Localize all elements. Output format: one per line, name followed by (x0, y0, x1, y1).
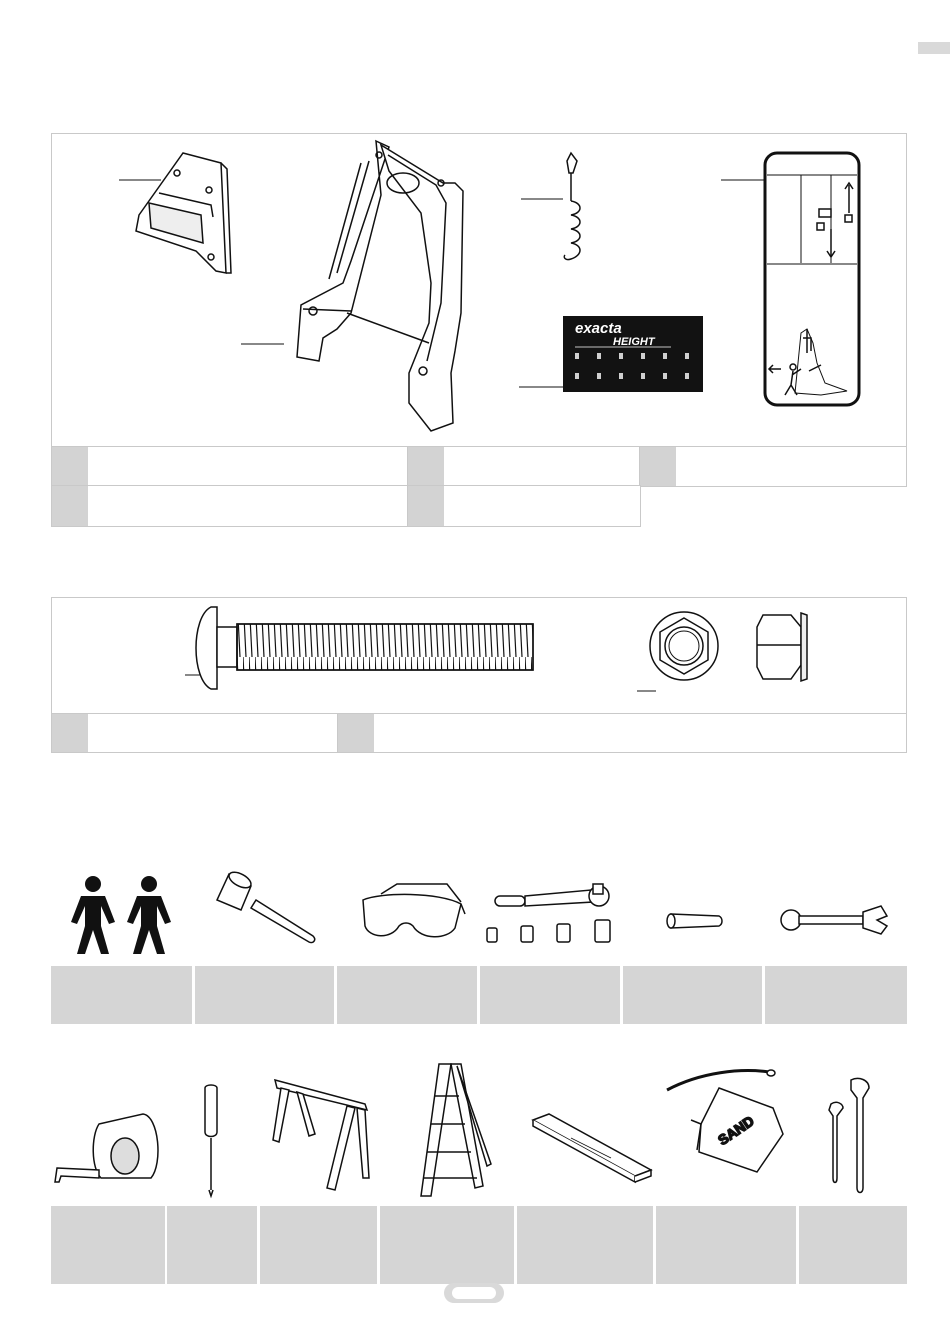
tools-row1-label-3 (337, 966, 477, 1024)
parts-label-cell-5 (407, 485, 641, 527)
tools-row2-label-3 (260, 1206, 377, 1284)
label-number-box (408, 447, 444, 486)
label-number-box (338, 714, 374, 752)
tools-row2-illustrations (51, 1060, 907, 1200)
decal-brand2: HEIGHT (613, 336, 655, 348)
hardware-label-cell-1 (51, 713, 339, 753)
carriage-bolt-icon (196, 607, 533, 689)
height-decal-icon (563, 316, 703, 392)
page-tab (918, 42, 950, 54)
tools-row1-label-1 (51, 966, 192, 1024)
safety-glasses-icon (363, 884, 465, 937)
tools-row1-illustrations (51, 870, 907, 960)
label-number-box (408, 486, 444, 526)
socket-extension-icon (667, 914, 722, 928)
parts-label-cell-4 (51, 485, 409, 527)
combination-wrench-icon (781, 906, 887, 934)
flange-nut-icon (650, 612, 807, 681)
label-number-box (52, 447, 88, 486)
mounting-bracket-icon (297, 141, 463, 431)
sand-label: SAND (714, 1112, 757, 1149)
spring-clip-icon (564, 153, 580, 260)
tools-row2-label-1 (51, 1206, 165, 1284)
screwdriver-icon (205, 1085, 217, 1196)
tools-row1-label-2 (195, 966, 334, 1024)
tools-row2-label-5 (517, 1206, 653, 1284)
bracket-cover-icon (136, 153, 231, 273)
step-ladder-icon (421, 1064, 491, 1196)
tape-measure-icon (55, 1114, 158, 1182)
hardware-label-cell-2 (337, 713, 907, 753)
tools-row2-label-2 (167, 1206, 257, 1284)
label-number-box (52, 486, 88, 526)
page-number-oval (444, 1283, 504, 1303)
hardware-illustrations (51, 597, 907, 714)
parts-label-cell-1 (51, 446, 409, 487)
label-number-box (640, 447, 676, 486)
tools-row1-label-4 (480, 966, 620, 1024)
tools-row1-label-6 (765, 966, 907, 1024)
socket-wrench-set-icon (487, 884, 610, 942)
parts-label-cell-2 (407, 446, 641, 487)
adjustable-wrenches-icon (829, 1078, 869, 1192)
parts-illustrations (51, 133, 907, 447)
tools-row2-label-4 (380, 1206, 514, 1284)
rubber-mallet-icon (217, 870, 315, 943)
wood-board-icon (533, 1114, 651, 1182)
tools-row1-label-5 (623, 966, 762, 1024)
decal-brand: exacta (575, 320, 622, 337)
two-people-icon (71, 876, 171, 954)
warning-label-icon (765, 153, 859, 405)
tools-row2-label-6 (656, 1206, 796, 1284)
parts-label-cell-3 (639, 446, 907, 487)
sand-bag-hose-icon (667, 1070, 783, 1172)
label-number-box (52, 714, 88, 752)
tools-row2-label-7 (799, 1206, 907, 1284)
sawhorses-icon (273, 1080, 369, 1190)
